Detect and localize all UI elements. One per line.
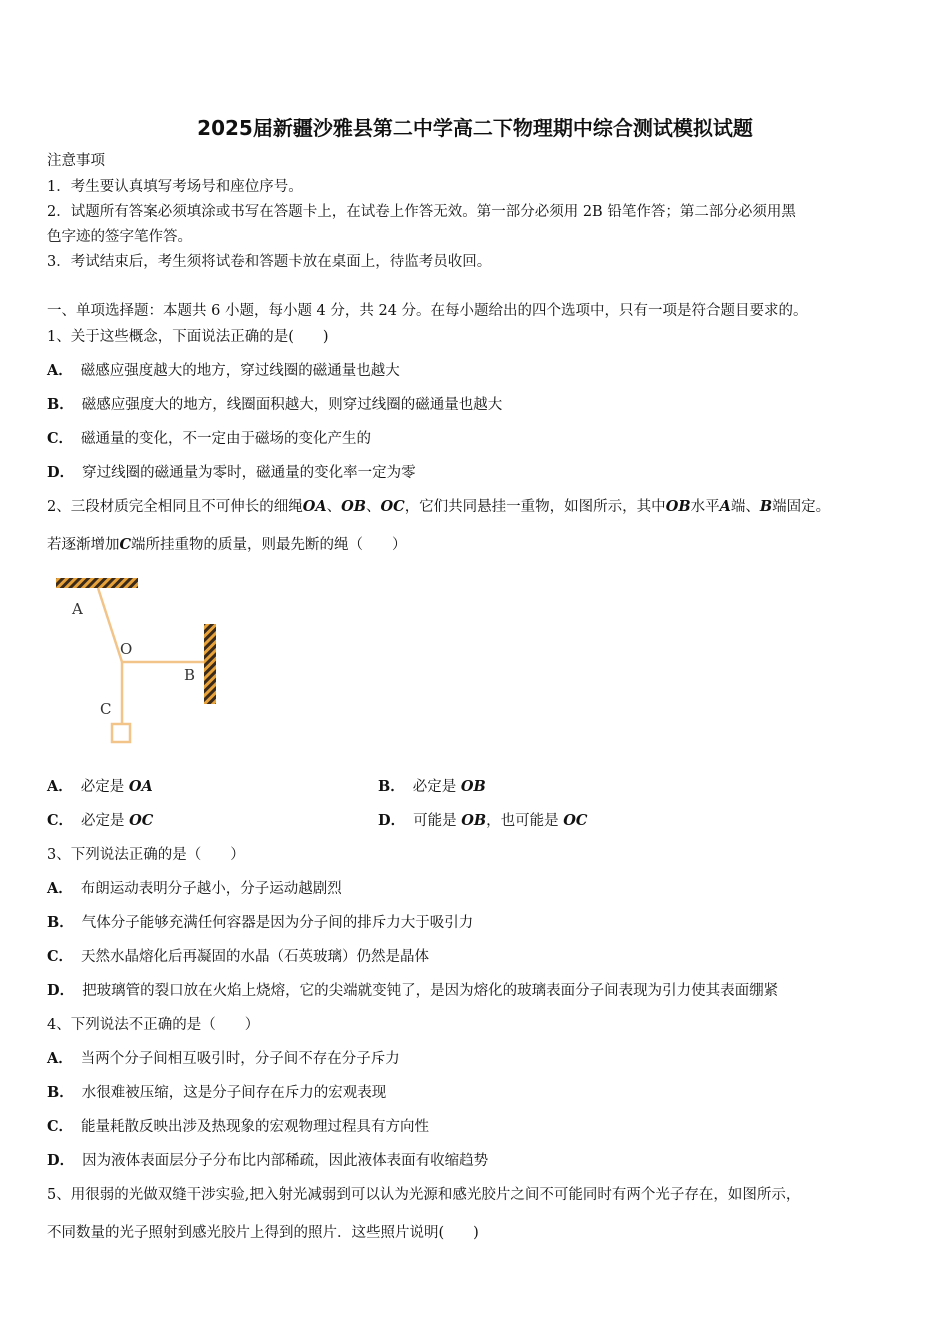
section-heading: 一、单项选择题：本题共 6 小题，每小题 4 分，共 24 分。在每小题给出的四个选项中，只有一项是符合题目要求的。 (47, 303, 808, 319)
q3-option-c (47, 947, 429, 967)
q2-stem (47, 497, 830, 517)
var-oc: OC (380, 498, 405, 515)
var-ob: OB (665, 498, 691, 515)
option-label: C． (47, 1118, 74, 1135)
q4-option-a (47, 1049, 400, 1069)
option-label: D． (47, 464, 75, 481)
option-label: D． (378, 812, 406, 829)
q3-stem: 3、下列说法正确的是（ ） (47, 847, 245, 863)
q2-option-b (378, 777, 486, 797)
q2-stem-text: 水平 (690, 499, 720, 515)
option-text: 天然水晶熔化后再凝固的水晶（石英玻璃）仍然是晶体 (81, 949, 430, 965)
option-text: 必定是 (81, 813, 130, 829)
q2-stem-line2 (47, 535, 407, 555)
q3-option-b (47, 913, 473, 933)
option-text: 磁感应强度越大的地方，穿过线圈的磁通量也越大 (80, 363, 400, 379)
q3-option-d (47, 981, 778, 1001)
notice-item-1: 1．考生要认真填写考场号和座位序号。 (47, 179, 303, 195)
ceiling-support (56, 578, 138, 588)
option-text: 气体分子能够充满任何容器是因为分子间的排斥力大于吸引力 (81, 915, 474, 931)
option-label: B． (47, 396, 74, 413)
q2-option-c (47, 811, 153, 831)
notice-item-2-cont: 色字迹的签字笔作答。 (47, 229, 192, 245)
label-c: C (100, 700, 112, 718)
label-o: O (120, 640, 133, 658)
q2-stem-text: 端固定。 (772, 499, 831, 515)
option-label: B． (47, 914, 74, 931)
option-text: 能量耗散反映出涉及热现象的宏观物理过程具有方向性 (81, 1119, 430, 1135)
option-text: 必定是 (80, 779, 129, 795)
rope-diagram (50, 572, 230, 752)
option-text: 因为液体表面层分子分布比内部稀疏，因此液体表面有收缩趋势 (82, 1153, 489, 1169)
option-text: 穿过线圈的磁通量为零时，磁通量的变化率一定为零 (82, 465, 416, 481)
q4-stem: 4、下列说法不正确的是（ ） (47, 1017, 260, 1033)
q5-stem-line1: 5、用很弱的光做双缝干涉实验,把入射光减弱到可以认为光源和感光胶片之间不可能同时有两个光子存在，如图所示， (47, 1187, 801, 1203)
option-text: 水很难被压缩，这是分子间存在斥力的宏观表现 (81, 1085, 387, 1101)
rope-oa (98, 588, 122, 662)
var-oa: OA (302, 498, 327, 515)
label-b: B (184, 666, 196, 684)
var-b: B (759, 498, 773, 515)
q1-option-d (47, 463, 416, 483)
option-var: OB (461, 812, 487, 829)
option-var: OC (563, 812, 588, 829)
q3-option-a (47, 879, 342, 899)
notice-item-3: 3．考试结束后，考生须将试卷和答题卡放在桌面上，待监考员收回。 (47, 254, 492, 270)
option-text: 布朗运动表明分子越小，分子运动越剧烈 (80, 881, 342, 897)
label-a: A (72, 600, 83, 618)
q2-stem-text: 端、 (730, 499, 760, 515)
option-label: D． (47, 982, 75, 999)
q4-option-d (47, 1151, 488, 1171)
option-text: 把玻璃管的裂口放在火焰上烧熔，它的尖端就变钝了，是因为熔化的玻璃表面分子间表现为引力使其表面绷紧 (82, 983, 779, 999)
option-var: OA (128, 778, 153, 795)
q4-option-c (47, 1117, 429, 1137)
option-label: A． (47, 880, 73, 897)
option-var: OB (460, 778, 486, 795)
q5-stem-line2: 不同数量的光子照射到感光胶片上得到的照片．这些照片说明( ) (47, 1225, 479, 1241)
q1-option-b (47, 395, 502, 415)
option-text: 磁感应强度大的地方，线圈面积越大，则穿过线圈的磁通量也越大 (81, 397, 503, 413)
var-c: C (119, 536, 132, 553)
q2-stem-text: 2、三段材质完全相同且不可伸长的细绳 (47, 499, 303, 515)
var-ob: OB (341, 498, 367, 515)
option-text: 当两个分子间相互吸引时，分子间不存在分子斥力 (80, 1051, 400, 1067)
q2-stem-text: ，它们共同悬挂一重物，如图所示，其中 (404, 499, 666, 515)
sep: 、 (326, 499, 342, 515)
q2-option-a (47, 777, 153, 797)
option-label: C． (47, 430, 74, 447)
option-text: 必定是 (412, 779, 461, 795)
option-label: A． (47, 362, 73, 379)
option-text: ，也可能是 (486, 813, 564, 829)
q1-stem: 1、关于这些概念，下面说法正确的是( ) (47, 329, 329, 345)
option-text: 磁通量的变化，不一定由于磁场的变化产生的 (81, 431, 372, 447)
hanging-weight (112, 724, 130, 742)
q1-option-a (47, 361, 400, 381)
wall-support (204, 624, 216, 704)
option-text: 可能是 (413, 813, 462, 829)
notice-item-2: 2．试题所有答案必须填涂或书写在答题卡上，在试卷上作答无效。第一部分必须用 2B 铅笔作答；第二部分必须用黑 (47, 204, 796, 220)
q2-stem-text: 若逐渐增加 (47, 537, 120, 553)
option-label: B． (47, 1084, 74, 1101)
option-label: D． (47, 1152, 75, 1169)
option-label: A． (47, 778, 73, 795)
sep: 、 (366, 499, 381, 515)
page-title: 2025届新疆沙雅县第二中学高二下物理期中综合测试模拟试题 (197, 116, 753, 140)
option-label: A． (47, 1050, 73, 1067)
option-label: C． (47, 812, 74, 829)
option-var: OC (129, 812, 154, 829)
q2-option-d (378, 811, 587, 831)
q1-option-c (47, 429, 371, 449)
option-label: C． (47, 948, 74, 965)
q4-option-b (47, 1083, 386, 1103)
q2-stem-text: 端所挂重物的质量，则最先断的绳（ ） (131, 537, 407, 553)
notice-heading: 注意事项 (47, 153, 105, 169)
var-a: A (719, 498, 731, 515)
option-label: B． (378, 778, 405, 795)
